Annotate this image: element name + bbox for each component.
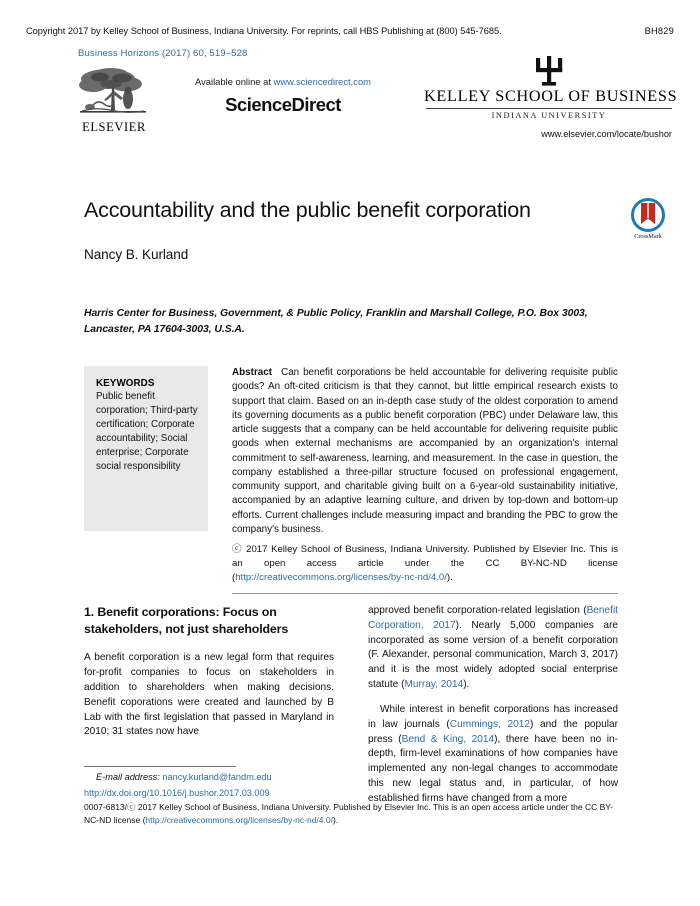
abstract-copyright-after: ). xyxy=(446,571,453,583)
copyright-notice: Copyright 2017 by Kelley School of Business, Indiana University. For reprints, call HBS Publishing at (800) 545-7685. xyxy=(26,26,502,36)
abstract-divider xyxy=(232,593,618,594)
email-line xyxy=(84,772,334,782)
author-affiliation: Harris Center for Business, Government, & Public Policy, Franklin and Marshall College, P.O. Box 3003, Lancaster, PA 17604-3003, U.S.A. xyxy=(84,308,588,336)
abstract-label: Abstract xyxy=(232,367,273,378)
email-label: E-mail address: xyxy=(96,772,160,782)
issn-text-before: 0007-6813/ⓒ 2017 Kelley School of Business, Indiana University. Published by Elsevier Inc. This is an open access article under the CC BY-NC-ND license ( xyxy=(84,802,614,825)
paragraph-text: While interest in benefit corporations has increased in law journals ( xyxy=(368,703,618,730)
crossmark-badge[interactable] xyxy=(622,198,674,240)
abstract-copyright-before: ⓒ 2017 Kelley School of Business, Indiana University. Published by Elsevier Inc. This is an open access article under the CC BY-NC-ND license ( xyxy=(232,544,618,583)
footnote-block xyxy=(84,766,334,782)
keywords-box xyxy=(84,366,208,531)
paragraph-text: ). Nearly 5,000 companies are incorporated as some version of a benefit corporation (F. Alexander, personal communication, March 3, 2017) and it is the most widely adopted social enterprise statute ( xyxy=(368,619,618,691)
body-paragraph: A benefit corporation is a new legal form that requires for-profit companies to focus on stakeholders in addition to shareholders when making decisions. Benefit coporations were created and launched by B Lab with the first legislation that passed in Maryland in 2010; 31 states now have xyxy=(84,652,334,738)
doi-link[interactable]: http://dx.doi.org/10.1016/j.bushor.2017.03.009 xyxy=(84,788,270,798)
sciencedirect-wordmark: ScienceDirect xyxy=(225,94,341,115)
kelley-university-name: INDIANA UNIVERSITY xyxy=(491,111,607,120)
article-code: BH829 xyxy=(644,26,674,36)
elsevier-logo xyxy=(78,66,150,135)
journal-homepage-url[interactable]: www.elsevier.com/locate/bushor xyxy=(541,129,672,139)
available-online-line xyxy=(183,76,383,87)
paragraph-text: ) and the popular press ( xyxy=(368,718,618,745)
keywords-list: Public benefit corporation; Third-party certification; Corporate accountability; Social enterprise; Corporate social responsibility xyxy=(96,391,198,472)
copyright-strip xyxy=(26,26,674,36)
kelley-rule xyxy=(426,108,672,109)
available-online-text: Available online at xyxy=(195,76,274,87)
citation-link[interactable]: Murray, 2014 xyxy=(404,679,464,691)
paragraph-text: ), there have been no in-depth, firm-level examinations of how companies have implemented any non-legal changes to accommodate this new legal status and, in particular, of how established firms have changed from a more xyxy=(368,733,618,804)
issn-text-after: ). xyxy=(332,814,339,825)
keywords-title: KEYWORDS xyxy=(96,378,155,389)
section-heading: 1. Benefit corporations: Focus on stakeholders, not just shareholders xyxy=(84,605,289,636)
masthead xyxy=(78,64,678,146)
abstract-text: Can benefit corporations be held accountable for delivering requisite public goods? An oft-cited criticism is that they cannot, but little empirical research exists to support that claim. Based on an in-depth case study of the oldest corporation to amend its governing documents as a public benefit corporation (PBC) under Delaware law, this article suggests that a company can be held accountable for delivering requisite public goods when external mechanisms are accompanied by an organization's internal commitment to self-awareness, learning, and measurement. In the case in question, the company established a three-pillar structure focused on professional engagement, community support, and charitable giving built on a 6-year-old sustainability initiative, accompanied by an adaptive learning culture, and driven by top-down and bottom-up efforts. Current challenges include measuring impact and branding the PBC to grow the company's business. xyxy=(232,367,618,535)
elsevier-wordmark: ELSEVIER xyxy=(82,120,146,134)
abstract-copyright xyxy=(232,543,618,584)
kelley-school-name: KELLEY SCHOOL OF BUSINESS xyxy=(424,87,678,105)
sciencedirect-logo xyxy=(183,76,383,116)
body-paragraph xyxy=(368,604,618,693)
footnote-divider xyxy=(84,766,236,767)
body-paragraph xyxy=(368,703,618,807)
elsevier-tree-icon xyxy=(78,66,148,119)
footer-license-link[interactable]: http://creativecommons.org/licenses/by-nc-nd/4.0/ xyxy=(145,814,333,825)
title-block xyxy=(84,196,554,262)
page-title: Accountability and the public benefit corporation xyxy=(84,198,531,222)
paragraph-text: approved benefit corporation-related legislation ( xyxy=(368,605,587,616)
citation-link[interactable]: Bend & King, 2014 xyxy=(401,733,495,745)
citation-link[interactable]: Cummings, 2012 xyxy=(449,718,530,730)
abstract-body xyxy=(232,366,618,584)
body-column-right xyxy=(368,604,618,817)
sciencedirect-url[interactable]: www.sciencedirect.com xyxy=(273,76,371,87)
citation-link[interactable]: Benefit Corporation, 2017 xyxy=(368,605,618,631)
crossmark-label: CrossMark xyxy=(634,233,662,240)
paragraph-text: ). xyxy=(463,679,470,691)
kelley-school-masthead xyxy=(424,56,678,139)
abstract-section xyxy=(84,366,618,594)
indiana-university-trident-icon xyxy=(534,56,564,86)
abstract-license-link[interactable]: http://creativecommons.org/licenses/by-nc-nd/4.0/ xyxy=(235,571,447,583)
author-name: Nancy B. Kurland xyxy=(84,246,189,262)
body-column-left xyxy=(84,604,334,750)
author-email-link[interactable]: nancy.kurland@fandm.edu xyxy=(162,772,272,782)
crossmark-icon xyxy=(631,198,665,232)
journal-citation: Business Horizons (2017) 60, 519–528 xyxy=(78,48,248,59)
issn-copyright-line xyxy=(84,801,620,827)
